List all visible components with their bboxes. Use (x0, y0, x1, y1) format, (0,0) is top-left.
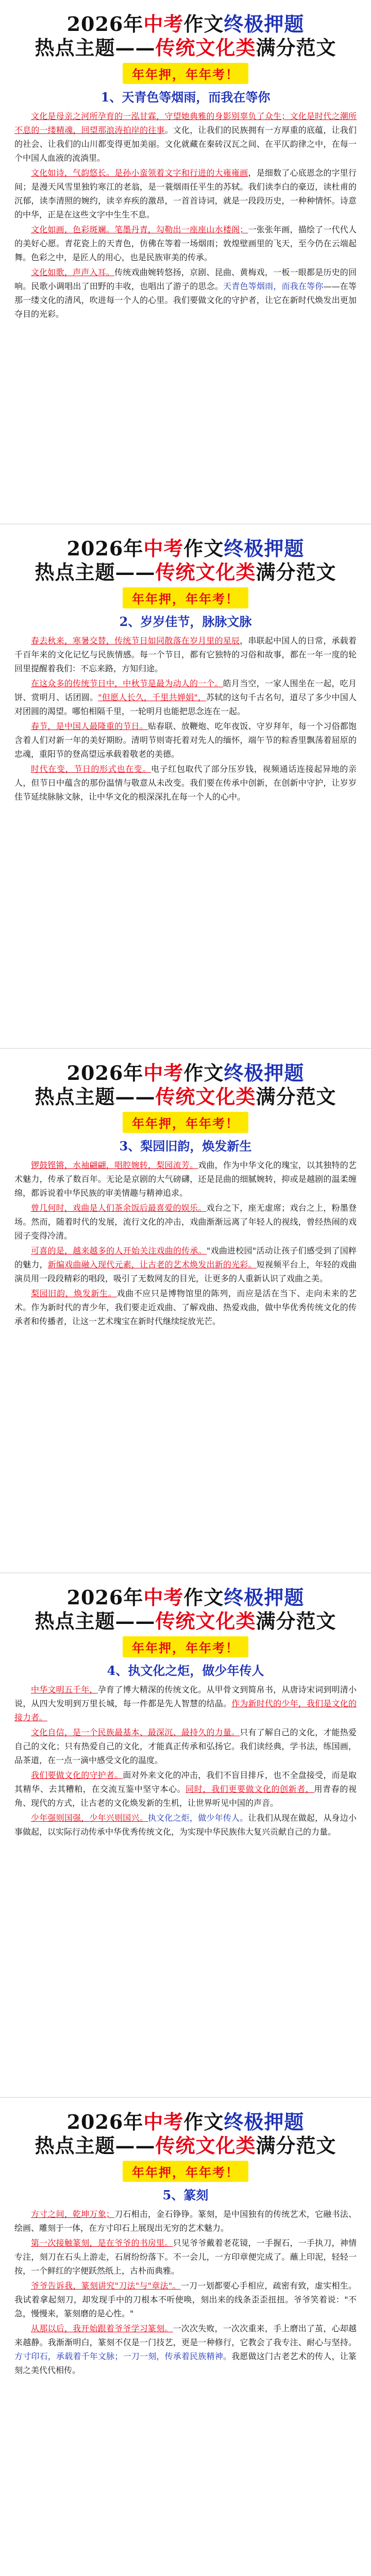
paragraph (14, 1158, 357, 1200)
text-segment: 在这众多的传统节日中，中秋节是最为动人的一个。 (31, 679, 223, 688)
title-mid: 作文 (183, 537, 224, 560)
title-line-1 (14, 1586, 357, 1609)
theme-prefix: 热点主题—— (35, 36, 156, 59)
paragraph (14, 1768, 357, 1810)
essay-title: 4、执文化之炬，做少年传人 (107, 1663, 264, 1678)
essay-body (14, 2207, 357, 2377)
title-tail: 终极押题 (224, 12, 305, 36)
text-segment: 文化如画，色彩斑斓。 (31, 225, 115, 234)
text-segment: 从那以后，我开始跟着爷爷学习篆刻。 (31, 2324, 173, 2333)
theme-suffix: 满分范文 (256, 1609, 336, 1633)
text-segment: 戏曲，作为中华文化的瑰宝，以其独特的艺术魅力，传承了数百年。无论是京剧的大气磅礴，还是昆曲的细腻婉转，抑或是越剧的温柔缠绵，都诉说着中华民族的审美情趣与精神追求。 (14, 1160, 357, 1198)
text-segment: 第一次接触篆刻，是在爷爷的书房里。 (31, 2238, 173, 2248)
text-segment: 只有了解自己的文化，才能热爱自己的文化；只有热爱自己的文化，才能真正传承和弘扬它。 (14, 1727, 357, 1751)
text-segment: 方寸之间，乾坤万象； (31, 2209, 114, 2219)
yellow-banner: 年年押，年年考！ (123, 1636, 248, 1657)
theme-suffix: 满分范文 (256, 2134, 336, 2157)
text-segment: ，是细数了心底恩念的字里行间；是漫天风雪里独钓寒江的老翁，是一蓑烟雨任平生的苏轼。我们读李白的豪迈，读杜甫的沉郁，读李清照的婉约，读辛弃疾的激昂，一首首诗词，就是一段段历史，一种种情怀。诗意的中华，正是在这些文字中生生不息。 (14, 168, 357, 219)
yellow-banner: 年年押，年年考！ (123, 1112, 248, 1133)
title-mid: 作文 (183, 1586, 224, 1609)
text-segment: 锣鼓铿锵，水袖翩翩，唱腔婉转，梨园流芳。 (31, 1160, 198, 1170)
banner-wrap (14, 587, 357, 608)
theme-prefix: 热点主题—— (35, 1609, 156, 1633)
text-segment: 方寸印石，承载着千年文脉；一刀一刻，传承着民族精神。 (14, 2351, 232, 2361)
paragraph (14, 2279, 357, 2320)
theme-suffix: 满分范文 (256, 36, 336, 59)
text-segment: 典雅的身影别辜负了众生；文化是时代之潮所不息的一缕精魂，回望那浪涛拍岸的往事 (14, 111, 357, 135)
title-line-1 (14, 12, 357, 36)
theme-highlight: 传统文化类 (155, 1609, 256, 1633)
text-segment: "但愿人长久，千里共婵娟"， (98, 692, 207, 702)
text-segment: 。文化，让我们的民族拥有一方厚重的底蕴，让我们的社会、让我们的山川都变得更加美丽。文化就藏在秦砖汉瓦之间、在平仄韵律之中，在每一个中国人血液的流淌里。 (14, 125, 357, 163)
text-segment: 贴春联、放鞭炮、吃年夜饭、守岁拜年， (147, 721, 298, 731)
text-segment: 用青春的视角、现代的方式，让古老的文化焕发新的生机，让世界听见中国的声音。 (14, 1784, 357, 1808)
title-line-1 (14, 537, 357, 561)
essay-card-4 (0, 1573, 371, 2098)
text-segment: 一板一眼都是历史的回响。民歌小调唱出了田野的丰收，也唱出了游子的思念。 (14, 267, 357, 291)
banner-wrap (14, 1112, 357, 1133)
text-segment: 春节，是中国人最隆重的节日。 (31, 721, 148, 731)
title-line-2 (14, 561, 357, 584)
text-segment: 春去秋来，寒暑交替，传统节日如同散落在岁月里的星辰 (31, 636, 240, 646)
title-mid: 作文 (183, 12, 224, 36)
text-segment: 可喜的是，越来越多的人开始关注戏曲的传承。 (31, 1246, 207, 1256)
title-accent: 中考 (143, 1061, 184, 1084)
yellow-banner: 年年押，年年考！ (123, 63, 248, 84)
text-segment: 我们读经典，学书法，练国画，品茶道，在一点一滴中感受文化的温度。 (14, 1741, 357, 1765)
paragraph (14, 166, 357, 222)
text-segment: 我们要在传承中创新，在创新中守护，让岁岁佳节延续脉脉文脉，让中华文化的根深深扎在每一个人的心中。 (14, 778, 357, 802)
text-segment: 一张张年画，描绘了一代代人的美好心愿。青花瓷上的天青色，仿佛在等着一场烟雨；敦煌壁画里的飞天，至今仍在云端起舞。色彩之中，是匠人的用心，也是民族审美的传承。 (14, 225, 357, 262)
title-tail: 终极押题 (224, 537, 305, 560)
text-segment: 孕育了博大精深的传统文化。 (97, 1685, 207, 1694)
text-segment: 一刀一划都要心手相应，疏密有致，虚实相生。我试着拿起刻刀，却发现手中的刀根本不听使唤，刻出来的线条歪歪扭扭。爷爷笑着说："不急，慢慢来，篆刻磨的是心性。" (14, 2281, 357, 2318)
paragraph (14, 2236, 357, 2278)
paragraph (14, 1683, 357, 1724)
text-segment: 曾几何时，戏曲是人们茶余饭后最喜爱的娱乐。 (31, 1203, 207, 1213)
title-year: 2026年 (66, 1586, 144, 1609)
text-segment: 爷爷告诉我，篆刻讲究"刀法"与"章法"。 (31, 2281, 181, 2291)
theme-highlight: 传统文化类 (155, 1085, 256, 1108)
text-segment: 文化如诗，气韵悠长。 (31, 168, 115, 178)
title-mid: 作文 (183, 2110, 224, 2133)
theme-prefix: 热点主题—— (35, 561, 156, 584)
text-segment: 笔墨丹青，勾勒出一座座山水楼阁； (114, 225, 248, 234)
title-tail: 终极押题 (224, 2110, 305, 2133)
paragraph (14, 1286, 357, 1328)
title-year: 2026年 (66, 12, 144, 36)
essay-card-1 (0, 0, 371, 524)
title-year: 2026年 (66, 537, 144, 560)
yellow-banner: 年年押，年年考！ (123, 2161, 248, 2182)
text-segment: 让我们从现在做起，从身边小事做起，以实际行动传承中华优秀传统文化，为实现中华民族伟大复兴贡献自己的力量。 (14, 1813, 357, 1837)
paragraph (14, 1201, 357, 1243)
text-segment: 戏台之下，座无虚席；戏台之上，粉墨登场。然而，随着时代的发展，流行文化的冲击，戏曲渐渐远离了年轻人的视线，曾经热闹的戏园子变得冷清。 (14, 1203, 357, 1241)
text-segment: 天青色等烟雨，而我在等你 (223, 281, 324, 291)
text-segment: 只见爷爷戴着老花镜，一手握石，一手执刀，神情专注，刻刀在石头上游走，石屑纷纷落下。不一会儿，一方印章便完成了。蘸上印泥，轻轻一按，一个鲜红的字便跃然纸上，古朴而典雅。 (14, 2238, 357, 2276)
essay-body (14, 1683, 357, 1839)
paragraph (14, 1244, 357, 1285)
essay-title: 5、篆刻 (162, 2188, 209, 2202)
text-segment: 清明节则寄托着对先人的缅怀，端午节的粽香里飘荡着屈原的忠魂，重阳节的登高望远承载着敬老的美德。 (14, 735, 357, 759)
banner-wrap (14, 2161, 357, 2182)
theme-prefix: 热点主题—— (35, 1085, 156, 1108)
essay-card-2 (0, 524, 371, 1049)
text-segment: 每一个习俗都饱含着人们对新一年的美好期盼。 (14, 721, 357, 745)
text-segment: 皓月当空，一家人围坐在一起，吃月饼、赏明月、话团圆。 (14, 679, 357, 702)
text-segment: 戏曲不应只是博物馆里的陈列，而应是活在当下、走向未来的艺术。 (14, 1289, 357, 1312)
banner-wrap (14, 63, 357, 84)
theme-prefix: 热点主题—— (35, 2134, 156, 2157)
title-accent: 中考 (143, 1586, 184, 1609)
text-segment: "戏曲进校园"活动让孩子们感受到了国粹的魅力， (14, 1246, 357, 1269)
title-year: 2026年 (66, 1061, 144, 1084)
paragraph (14, 109, 357, 165)
text-segment: 一次次失败，一次次重来，手上磨出了茧，心却越来越静。我渐渐明白，篆刻不仅是一门技艺，更是一种修行，它教会了我专注、耐心与坚持。 (14, 2324, 357, 2347)
text-segment: 我们要做文化的守护者。 (31, 1770, 123, 1780)
text-segment: ——在等那一缕文化的清风，吹进每一个人的心里。我们要做文化的守护者，让它在新时代焕发出更加夺目的光彩。 (14, 281, 357, 319)
yellow-banner: 年年押，年年考！ (123, 587, 248, 608)
text-segment: 作为新时代的少年，我们是文化的接力者。 (14, 1699, 357, 1722)
text-segment: 作为新时代的青少年，我们要走近戏曲、了解戏曲、热爱戏曲，做中华优秀传统文化的传承者和传播者，让这一艺术瑰宝在新时代继续绽放光芒。 (14, 1302, 357, 1326)
title-accent: 中考 (143, 12, 184, 36)
text-segment: 传统戏曲婉转悠扬，京剧、昆曲、黄梅戏， (114, 267, 274, 277)
title-line-2 (14, 36, 357, 60)
title-accent: 中考 (143, 2110, 184, 2133)
text-segment: 短视频平台上，年轻的戏曲演员用一段段精彩的唱段，吸引了无数网友的目光，让更多的人重新认识了戏曲之美。 (14, 1260, 357, 1283)
paragraph (14, 265, 357, 321)
title-tail: 终极押题 (224, 1586, 305, 1609)
text-segment: 面对外来文化的冲击，我们不盲目排斥，也不全盘接受，而是取其精华、去其糟粕，在交流互鉴中坚守本心。 (14, 1770, 357, 1794)
essay-card-3 (0, 1049, 371, 1573)
text-segment: 时代在变，节日的形式也在变。 (31, 764, 151, 774)
paragraph (14, 2321, 357, 2377)
text-segment: 文化是母亲之河所孕育的一泓甘霖，守望她 (31, 111, 190, 121)
text-segment: 文化如歌，声声入耳。 (31, 267, 115, 277)
title-line-2 (14, 2134, 357, 2158)
paragraph (14, 676, 357, 718)
title-accent: 中考 (143, 537, 184, 560)
text-segment: 同时，我们更要做文化的创新者， (185, 1784, 314, 1794)
text-segment: 梨园旧韵，焕发新生。 (31, 1289, 117, 1298)
paragraph (14, 1811, 357, 1839)
banner-wrap (14, 1636, 357, 1657)
title-tail: 终极押题 (224, 1061, 305, 1084)
title-line-1 (14, 2110, 357, 2134)
text-segment: 少年强则国强，少年兴则国兴。 (31, 1813, 148, 1823)
text-segment: 刀石相击，金石铮铮。篆刻，是中国独有的传统艺术，它融书法、绘画、雕刻于一体，在方寸印石上展现出无穷的艺术魅力。 (14, 2209, 357, 2233)
theme-highlight: 传统文化类 (155, 2134, 256, 2157)
text-segment: 新编戏曲融入现代元素，让古老的艺术焕发出新的光彩。 (47, 1260, 257, 1269)
theme-highlight: 传统文化类 (155, 36, 256, 59)
text-segment: ，串联起中国人的日常，承载着千百年来的文化记忆与民族情感。每一个节日，都有它独特的习俗和故事，都在一年一度的轮回里提醒着我们：不忘来路，方知归途。 (14, 636, 357, 673)
paragraph (14, 719, 357, 761)
text-segment: 我愿做这门古老艺术的传人，让篆刻之美代代相传。 (14, 2351, 357, 2375)
theme-highlight: 传统文化类 (155, 561, 256, 584)
title-year: 2026年 (66, 2110, 144, 2133)
essay-title: 3、梨园旧韵，焕发新生 (119, 1139, 252, 1154)
essay-title: 1、天青色等烟雨，而我在等你 (100, 90, 271, 105)
essay-title: 2、岁岁佳节，脉脉文脉 (119, 614, 252, 629)
text-segment: 执文化之炬，做少年传人。 (147, 1813, 248, 1823)
title-mid: 作文 (183, 1061, 224, 1084)
paragraph (14, 2207, 357, 2235)
title-line-2 (14, 1085, 357, 1109)
paragraph (14, 762, 357, 804)
text-segment: 中华文明五千年， (31, 1685, 98, 1694)
essay-card-5 (0, 2098, 371, 2576)
paragraph (14, 1725, 357, 1767)
text-segment: 从甲骨文到简帛书，从唐诗宋词到明清小说，从四大发明到万里长城，每一件都是先人智慧的结晶。 (14, 1685, 357, 1708)
text-segment: 苏轼的这句千古名句，道尽了多少中国人对团圆的渴望。哪怕相隔千里，一轮明月也能把思念连在一起。 (14, 692, 357, 716)
essay-body (14, 1158, 357, 1328)
theme-suffix: 满分范文 (256, 1085, 336, 1108)
paragraph (14, 223, 357, 264)
essay-body (14, 634, 357, 804)
text-segment: 电子红包取代了部分压岁钱，视频通话连接起异地的亲人，但节日中蕴含的那份温情与敬意从未改变。 (14, 764, 357, 788)
text-segment: 是孙小蛮领着文字和行进的大雍雍画 (114, 168, 248, 178)
title-line-2 (14, 1609, 357, 1633)
theme-suffix: 满分范文 (256, 561, 336, 584)
essay-body (14, 109, 357, 321)
text-segment: 文化自信，是一个民族最基本、最深沉、最持久的力量。 (31, 1727, 240, 1737)
paragraph (14, 634, 357, 675)
title-line-1 (14, 1061, 357, 1085)
